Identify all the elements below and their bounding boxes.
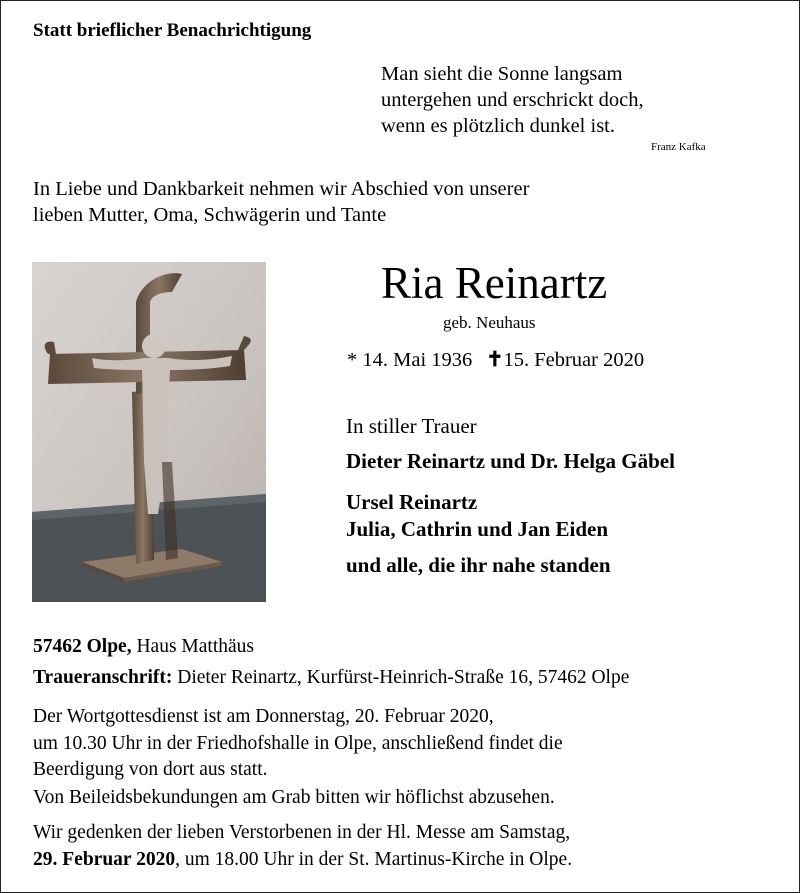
mourner-line: und alle, die ihr nahe standen <box>346 553 611 577</box>
mass-detail: , um 18.00 Uhr in der St. Martinus-Kirche in Olpe. <box>175 848 573 870</box>
service-line: Der Wortgottesdienst ist am Donnerstag, 20. Februar 2020, <box>33 706 494 727</box>
birth-date: * 14. Mai 1936 <box>347 349 473 371</box>
life-dates <box>347 347 644 372</box>
service-line: Beerdigung von dort aus statt. <box>33 759 268 780</box>
location-line <box>33 636 254 658</box>
mourner-line: Ursel Reinartz <box>346 490 478 514</box>
service-line: um 10.30 Uhr in der Friedhofshalle in Olpe, anschließend findet die <box>33 732 563 754</box>
mass-date: 29. Februar 2020 <box>33 848 176 870</box>
quote-line: untergehen und erschrickt doch, <box>381 89 644 111</box>
born-name: geb. Neuhaus <box>443 313 536 332</box>
mourner-line: Dieter Reinartz und Dr. Helga Gäbel <box>346 449 675 473</box>
quote-line: Man sieht die Sonne langsam <box>381 63 623 85</box>
notice-header: Statt brieflicher Benachrichtigung <box>33 20 312 41</box>
location-detail: Haus Matthäus <box>136 636 254 657</box>
condolence-note: Von Beileidsbekundungen am Grab bitten wir höflichst abzusehen. <box>33 787 555 808</box>
address-value: Dieter Reinartz, Kurfürst-Heinrich-Straße 16, 57462 Olpe <box>177 667 630 688</box>
quote-line: wenn es plötzlich dunkel ist. <box>381 115 615 137</box>
address-label: Traueranschrift: <box>33 667 173 688</box>
location-place: 57462 Olpe, <box>33 636 132 657</box>
intro-line: In Liebe und Dankbarkeit nehmen wir Abschied von unserer <box>33 178 530 200</box>
deceased-name: Ria Reinartz <box>381 258 608 308</box>
mass-line <box>33 847 572 874</box>
service-info <box>33 704 563 784</box>
mourning-address <box>33 667 629 689</box>
mass-line: Wir gedenken der lieben Verstorbenen in der Hl. Messe am Samstag, <box>33 822 571 843</box>
intro-text <box>33 176 529 228</box>
crucifix-photo-icon <box>32 262 266 602</box>
mourners-heading: In stiller Trauer <box>346 414 477 438</box>
death-date: 15. Februar 2020 <box>503 349 645 371</box>
quote-block <box>381 61 644 139</box>
mourner-group <box>346 489 608 543</box>
quote-author: Franz Kafka <box>651 141 706 153</box>
mass-info <box>33 820 572 873</box>
mourner-line: Julia, Cathrin und Jan Eiden <box>346 517 609 541</box>
intro-line: lieben Mutter, Oma, Schwägerin und Tante <box>33 204 387 226</box>
cross-icon: ✝ <box>486 349 504 371</box>
